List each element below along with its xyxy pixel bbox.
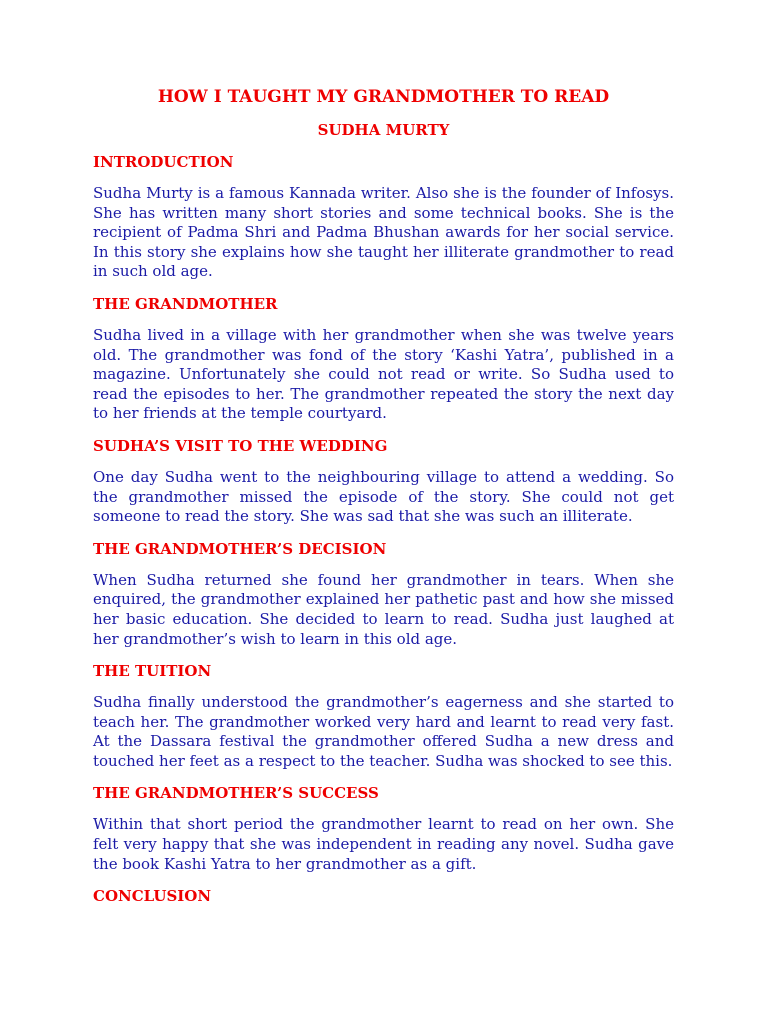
section-paragraph: Sudha Murty is a famous Kannada writer. Also she is the founder of Infosys. She has written many short stories and some technical books. She is the recipient of Padma Shri and Padma Bhushan awards for her social service. In this story she explains how she taught her illiterate grandmother to read in such old age. [93, 184, 674, 281]
document-page [93, 86, 674, 906]
section-heading: THE GRANDMOTHER’S DECISION [93, 539, 387, 558]
section-heading: THE GRANDMOTHER [93, 294, 278, 313]
document-author: SUDHA MURTY [317, 121, 450, 139]
section-grandmothers-decision [93, 539, 674, 649]
document-title: HOW I TAUGHT MY GRANDMOTHER TO READ [157, 87, 610, 107]
section-heading: INTRODUCTION [93, 153, 234, 171]
section-introduction [93, 152, 674, 282]
section-heading: CONCLUSION [93, 887, 212, 906]
section-heading: THE GRANDMOTHER’S SUCCESS [93, 784, 379, 803]
section-tuition [93, 661, 674, 771]
section-paragraph: Within that short period the grandmother learnt to read on her own. She felt very happy that she was independent in reading any novel. Sudha gave the book Kashi Yatra to her grandmother as a gift. [93, 815, 674, 873]
section-visit-to-wedding [93, 436, 674, 527]
section-paragraph: One day Sudha went to the neighbouring village to attend a wedding. So the grandmother missed the episode of the story. She could not get someone to read the story. She was sad that she was such an illiterate. [93, 467, 674, 526]
section-the-grandmother [93, 294, 674, 424]
section-paragraph: Sudha lived in a village with her grandmother when she was twelve years old. The grandmother was fond of the story ‘Kashi Yatra’, published in a magazine. Unfortunately she could not read or write. So Sudha used to read the episodes to her. The grandmother repeated the story the next day to her friends at the temple courtyard. [93, 325, 674, 423]
section-grandmothers-success [93, 783, 674, 874]
section-paragraph: When Sudha returned she found her grandmother in tears. When she enquired, the grandmother explained her pathetic past and how she missed her basic education. She decided to learn to read. Sudha just laughed at her grandmother’s wish to learn in this old age. [93, 570, 674, 648]
section-conclusion [93, 886, 674, 906]
section-paragraph: Sudha finally understood the grandmother’s eagerness and she started to teach her. The grandmother worked very hard and learnt to read very fast. At the Dassara festival the grandmother offered Sudha a new dress and touched her feet as a respect to the teacher. Sudha was shocked to see this. [93, 693, 674, 770]
section-heading: SUDHA’S VISIT TO THE WEDDING [93, 436, 388, 455]
section-heading: THE TUITION [93, 662, 212, 681]
